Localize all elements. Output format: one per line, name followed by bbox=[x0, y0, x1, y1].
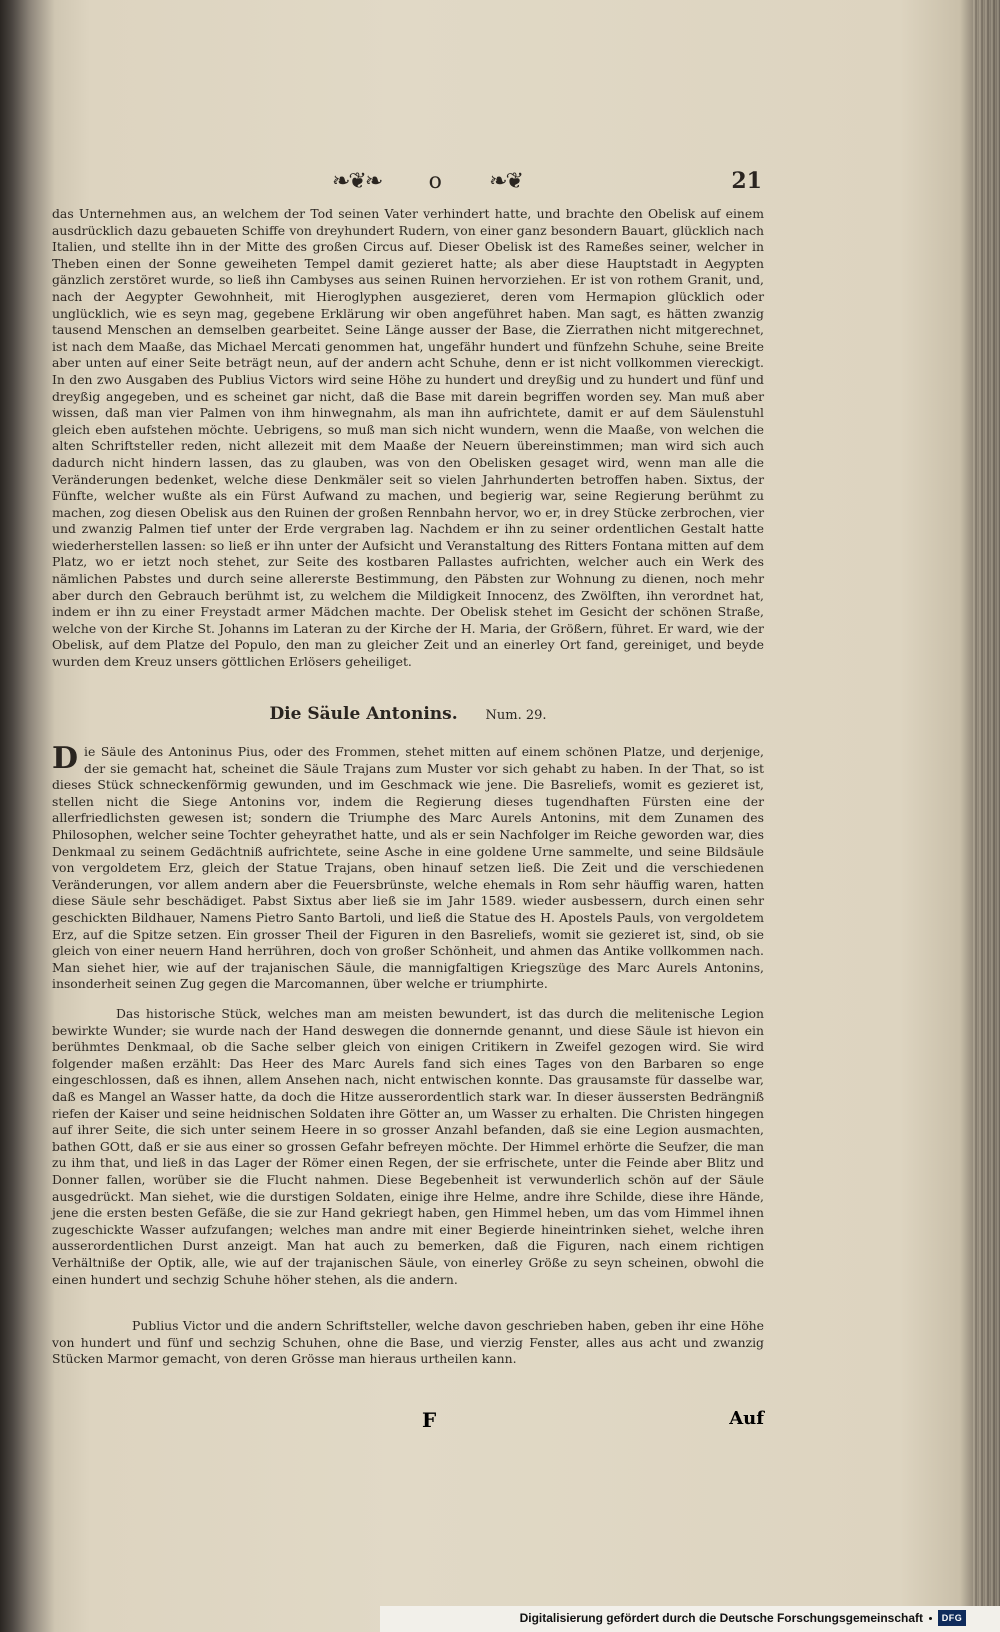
section-title: Die Säule Antonins. bbox=[269, 704, 458, 724]
page-header bbox=[52, 168, 762, 198]
paragraph-legion-miracle: Das historische Stück, welches man am meisten bewundert, ist das durch die melitenische Legion bewirkte Wunder; sie wurde nach der Hand deswegen die donnernde genannt, und diese Säule ist hievon ein berühmtes Denkmaal, ob die Sache selber gleich von einigen Critikern in Zweifel gezogen wird. Sie wird folgender maßen erzählt: Das Heer des Marc Aurels fand sich eines Tages von den Barbaren so enge eingeschlossen, daß es ihnen, allem Ansehen nach, nicht entwischen konnte. Das grausamste für dasselbe war, daß es Mangel an Wasser hatte, da doch die Hitze ausserordentlich stark war. In dieser äussersten Bedrängniß riefen der Kaiser und seine heidnischen Soldaten ihre Götter an, um Wasser zu erhalten. Die Christen hingegen auf ihrer Seite, die sich unter seinem Heere in so grosser Anzahl befanden, daß sie eine Legion ausmachten, bathen GOtt, daß er sie aus einer so grossen Gefahr befreyen möchte. Der Himmel erhörte die Seufzer, die man zu ihm that, und ließ in das Lager der Römer einen Regen, der sie erfrischete, unter die Feinde aber Blitz und Donner fallen, worüber sie die Flucht nahmen. Diese Begebenheit ist verwunderlich schön auf der Säule ausgedrückt. Man siehet, wie die durstigen Soldaten, einige ihre Helme, andre ihre Schilde, diese ihre Hände, jene die ersten besten Gefäße, die sie zur Hand gekriegt haben, gen Himmel heben, um das vom Himmel ihnen zugeschickte Wasser aufzufangen; welches man andre mit einer Begierde hineintrinken siehet, welche ihren ausserordentlichen Durst anzeigt. Man hat auch zu bemerken, daß die Figuren, nach einem richtigen Verhältniße der Optik, alle, wie auf der trajanischen Säule, von einerley Größe zu seyn scheinen, obwohl die einen hundert und sechzig Schuhe höher stehen, als die andern. bbox=[52, 1006, 764, 1287]
header-ornament bbox=[332, 168, 522, 194]
paragraph-obelisk: das Unternehmen aus, an welchem der Tod seinen Vater verhindert hatte, und brachte den Obelisk auf einem ausdrücklich dazu gebaueten Schiffe von dreyhundert Rudern, von einer ganz besondern Bauart, glücklich nach Italien, und stellte ihn in der Mitte des großen Circus auf. Dieser Obelisk ist des Rameßes seiner, welcher in Theben einen der Sonne geweiheten Tempel damit gezieret hatte; als aber diese Hauptstadt in Aegypten gänzlich zerstöret wurde, so ließ ihn Cambyses aus seinen Ruinen hervorziehen. Er ist von rothem Granit, und, nach der Aegypter Gewohnheit, mit Hieroglyphen ausgezieret, deren vom Hermapion glücklich oder unglücklich, wie es seyn mag, gegebene Erklärung wir oben angeführet haben. Man sagt, es hätten zwanzig tausend Menschen an demselben gearbeitet. Seine Länge ausser der Base, die Zierrathen nicht mitgerechnet, ist nach dem Maaße, das Michael Mercati genommen hat, ungefähr hundert und fünfzehn Schuhe, seine Breite aber unten auf einer Seite beträgt neun, auf der andern acht Schuhe, denn er ist nicht vollkommen viereckigt. In den zwo Ausgaben des Publius Victors wird seine Höhe zu hundert und dreyßig und zu hundert und fünf und dreyßig angegeben, und es scheinet gar nicht, daß die Base mit darein begriffen worden sey. Man muß aber wissen, daß man vier Palmen von ihm hinwegnahm, als man ihn aufrichtete, damit er auf dem Säulenstuhl gleich eben aufstehen möchte. Uebrigens, so muß man sich nicht wundern, wenn die Maaße, von welchen die alten Schriftsteller reden, nicht allezeit mit dem Maaße der Neuern übereinstimmen; man wird sich auch dadurch nicht hindern lassen, das zu glauben, was von den Obelisken gesaget wird, wenn man alle die Veränderungen bedenket, welche diese Denkmäler seit so vielen Jahrhunderten betroffen haben. Sixtus, der Fünfte, welcher wußte als ein Fürst Aufwand zu machen, und begierig war, seine Regierung berühmt zu machen, zog diesen Obelisk aus den Ruinen der großen Rennbahn hervor, wo er, in drey Stücke zerbrochen, vier und zwanzig Palmen tief unter der Erde vergraben lag. Nachdem er ihn zu seiner ordentlichen Gestalt hatte wiederherstellen lassen: so ließ er ihn unter der Aufsicht und Veranstaltung des Ritters Fontana mitten auf dem Platz, wo er ietzt noch stehet, zur Seite des kostbaren Pallastes aufrichten, welcher auch ein Werk des nämlichen Pabstes und durch seine allererste Bestimmung, den Päbsten zur Wohnung zu dienen, noch mehr aber durch den Gebrauch berühmt ist, zu welchem die Mildigkeit Innocenz, des Zwölften, ihn verordnet hat, indem er ihn zu einer Freystadt armer Mädchen machte. Der Obelisk stehet im Gesicht der schönen Straße, welche von der Kirche St. Johanns im Lateran zu der Kirche der H. Maria, der Größern, führet. Er ward, wie der Obelisk, auf dem Platze del Populo, den man zu gleicher Zeit und an einerley Ort fand, gereiniget, und beyde wurden dem Kreuz unsers göttlichen Erlösers geheiliget. bbox=[52, 206, 764, 670]
section-heading bbox=[52, 704, 764, 724]
credit-text: Digitalisierung gefördert durch die Deutsche Forschungsgemeinschaft bbox=[519, 1611, 923, 1625]
drop-cap: D bbox=[52, 741, 79, 776]
signature-mark: F bbox=[422, 1408, 437, 1432]
page-footer bbox=[52, 1408, 764, 1438]
separator-dot-icon bbox=[929, 1617, 932, 1620]
paragraph-antonine-column bbox=[52, 741, 764, 993]
dfg-logo: DFG bbox=[938, 1610, 966, 1626]
paragraph-antonine-text: ie Säule des Antoninus Pius, oder des Frommen, stehet mitten auf einem schönen Platze, und derjenige, der sie gemacht hat, scheinet die Säule Trajans zum Muster vor sich gehabt zu haben. In der That, so ist dieses Stück schneckenförmig gewunden, und im Geschmack wie jene. Die Basreliefs, womit es gezieret ist, stellen nicht die Siege Antonins vor, indem die Regierung dieses tugendhaften Fürsten eine der allerfriedlichsten gewesen ist; sondern die Triumphe des Marc Aurels Antonins, mit dem Zunamen des Philosophen, welcher seine Tochter geheyrathet hatte, und als er sein Nachfolger im Reiche geworden war, dies Denkmaal zu seinem Gedächtniß aufrichtete, seine Asche in eine goldene Urne sammelte, und seine Bildsäule von vergoldetem Erz, gleich der Statue Trajans, oben hinauf setzen ließ. Die Zeit und die verschiedenen Veränderungen, vor allem andern aber die Feuersbrünste, welche ehemals in Rom sehr häuffig waren, hatten diese Säule sehr beschädiget. Pabst Sixtus aber ließ sie im Jahr 1589. wieder ausbessern, durch einen sehr geschickten Bildhauer, Namens Pietro Santo Bartoli, und ließ die Statue des H. Apostels Pauls, von vergoldetem Erz, auf die Spitze setzen. Ein grosser Theil der Figuren in den Basreliefs, womit sie gezieret ist, sind, ob sie gleich von einer neuern Hand herrühren, doch von großer Schönheit, und ahmen das Antike vollkommen nach. Man siehet hier, wie auf der trajanischen Säule, die mannigfaltigen Kriegszüge des Marc Aurels Antonins, insonderheit seinen Zug gegen die Marcomannen, über welche er triumphirte. bbox=[52, 744, 764, 992]
ornament-right-icon: ❧❦ bbox=[489, 168, 522, 194]
ornament-center: o bbox=[428, 168, 442, 194]
page-edge-shadow bbox=[972, 0, 1000, 1632]
page-number: 21 bbox=[731, 168, 762, 194]
section-number: Num. 29. bbox=[485, 708, 547, 723]
ornament-left-icon: ❧❦❧ bbox=[332, 168, 382, 194]
catchword: Auf bbox=[729, 1408, 764, 1429]
digitization-credit bbox=[520, 1608, 966, 1628]
paragraph-publius-victor: Publius Victor und die andern Schriftsteller, welche davon geschrieben haben, geben ihr eine Höhe von hundert und fünf und sechzig Schuhen, ohne die Base, und vierzig Fenster, alles aus acht und zwanzig Stücken Marmor gemacht, von deren Grösse man hieraus urtheilen kann. bbox=[52, 1318, 764, 1367]
